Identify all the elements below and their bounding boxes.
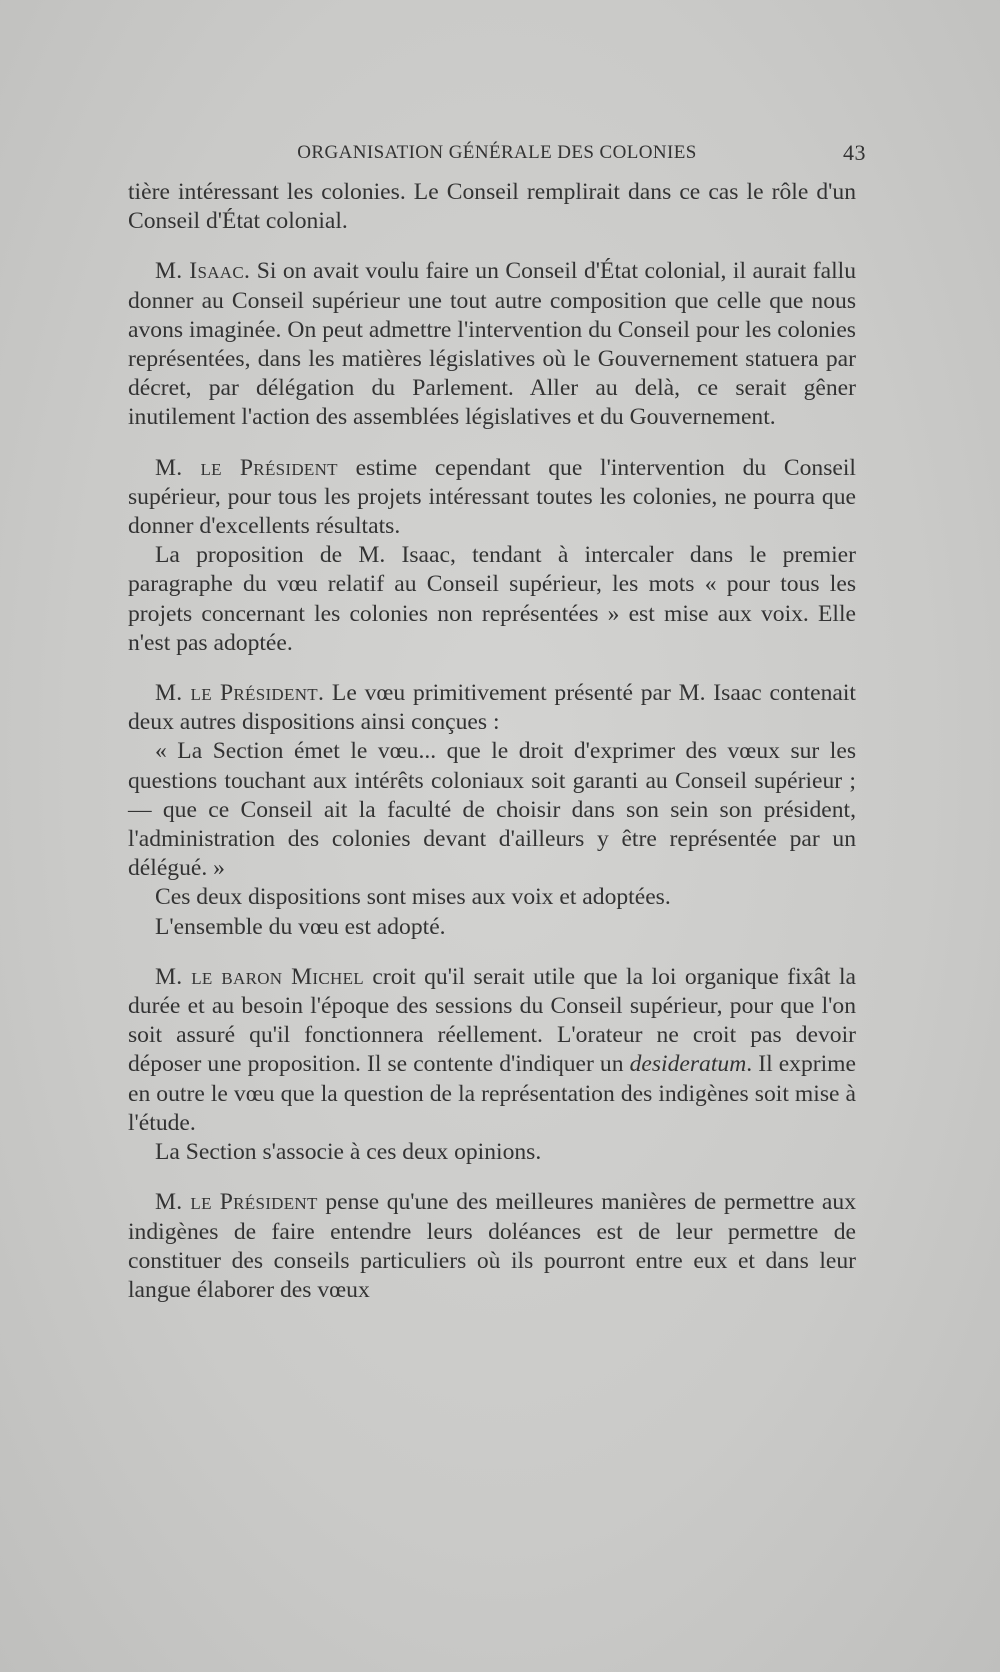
speaker-name: M. le Président (155, 454, 338, 481)
paragraph-text: L'ensemble du vœu est adopté. (155, 913, 446, 940)
paragraph-proposition (128, 541, 856, 658)
paragraph-section (128, 1138, 856, 1167)
body-text (128, 178, 856, 1305)
paragraph-president (128, 454, 856, 542)
paragraph-baron-michel (128, 963, 856, 1138)
page-number: 43 (843, 140, 866, 165)
paragraph-adopted (128, 913, 856, 942)
paragraph-text: « La Section émet le vœu... que le droit d'exprimer des vœux sur les questions touchant aux intérêts coloniaux soit garanti au Conseil supérieur ; — que ce Conseil ait la faculté de choisir dans son sein son président, l'administration des colonies devant d'ailleurs y être représentée par un délégué. » (128, 738, 856, 882)
paragraph-text: pense qu'une des meilleures manières de permettre aux indigènes de faire entendre leurs doléances est de leur permettre de constituer des conseils particuliers où ils pourront entre eux et dans leur langue élaborer des vœux (128, 1189, 856, 1303)
paragraph-text: La proposition de M. Isaac, tendant à intercaler dans le premier paragraphe du vœu relatif au Conseil supérieur, les mots « pour tous les projets concernant les colonies non représentées » est mise aux voix. Elle n'est pas adoptée. (128, 542, 856, 656)
paragraph-vote (128, 883, 856, 912)
speaker-name: M. Isaac. (155, 258, 251, 285)
paragraph-text: . Il exprime en outre le vœu que la question de la représentation des indigènes soit mise à l'étude. (128, 1051, 856, 1136)
speaker-name: M. le Président (155, 1189, 318, 1216)
paragraph-continuation (128, 178, 856, 236)
paragraph-quotation (128, 737, 856, 883)
paragraph-text: croit qu'il serait utile que la loi organique fixât la durée et au besoin l'époque des sessions du Conseil supérieur, pour que l'on soit assuré qu'il fonctionnera réellement. L'orateur ne croit pas devoir déposer une proposition. Il se contente d'indiquer un (128, 963, 856, 1078)
speaker-name: M. le baron Michel (155, 963, 364, 990)
paragraph-isaac (128, 257, 856, 432)
paragraph-president-3 (128, 1188, 856, 1305)
paragraph-text: La Section s'associe à ces deux opinions. (155, 1139, 542, 1166)
page-header (128, 138, 866, 168)
paragraph-text: estime cependant que l'intervention du Conseil supérieur, pour tous les projets intéressant toutes les colonies, ne pourra que donner d'excellents résultats. (128, 454, 856, 540)
speaker-name: M. le Président. (155, 680, 325, 707)
paragraph-president-2 (128, 679, 856, 737)
paragraph-text: Si on avait voulu faire un Conseil d'État colonial, il aurait fallu donner au Conseil supérieur une tout autre composition que celle que nous avons imaginée. On peut admettre l'intervention du Conseil pour les colonies représentées, dans les matières législatives où le Gouvernement statuera par décret, par délégation du Parlement. Aller au delà, ce serait gêner inutilement l'action des assemblées législatives et du Gouvernement. (128, 258, 856, 431)
paragraph-text: Le vœu primitivement présenté par M. Isaac contenait deux autres dispositions ainsi conçues : (128, 680, 856, 736)
emphasis-text: desideratum (629, 1051, 747, 1078)
paragraph-text: tière intéressant les colonies. Le Conseil remplirait dans ce cas le rôle d'un Conseil d'État colonial. (128, 179, 856, 235)
running-title: ORGANISATION GÉNÉRALE DES COLONIES (297, 142, 697, 163)
paragraph-text: Ces deux dispositions sont mises aux voix et adoptées. (155, 884, 671, 911)
